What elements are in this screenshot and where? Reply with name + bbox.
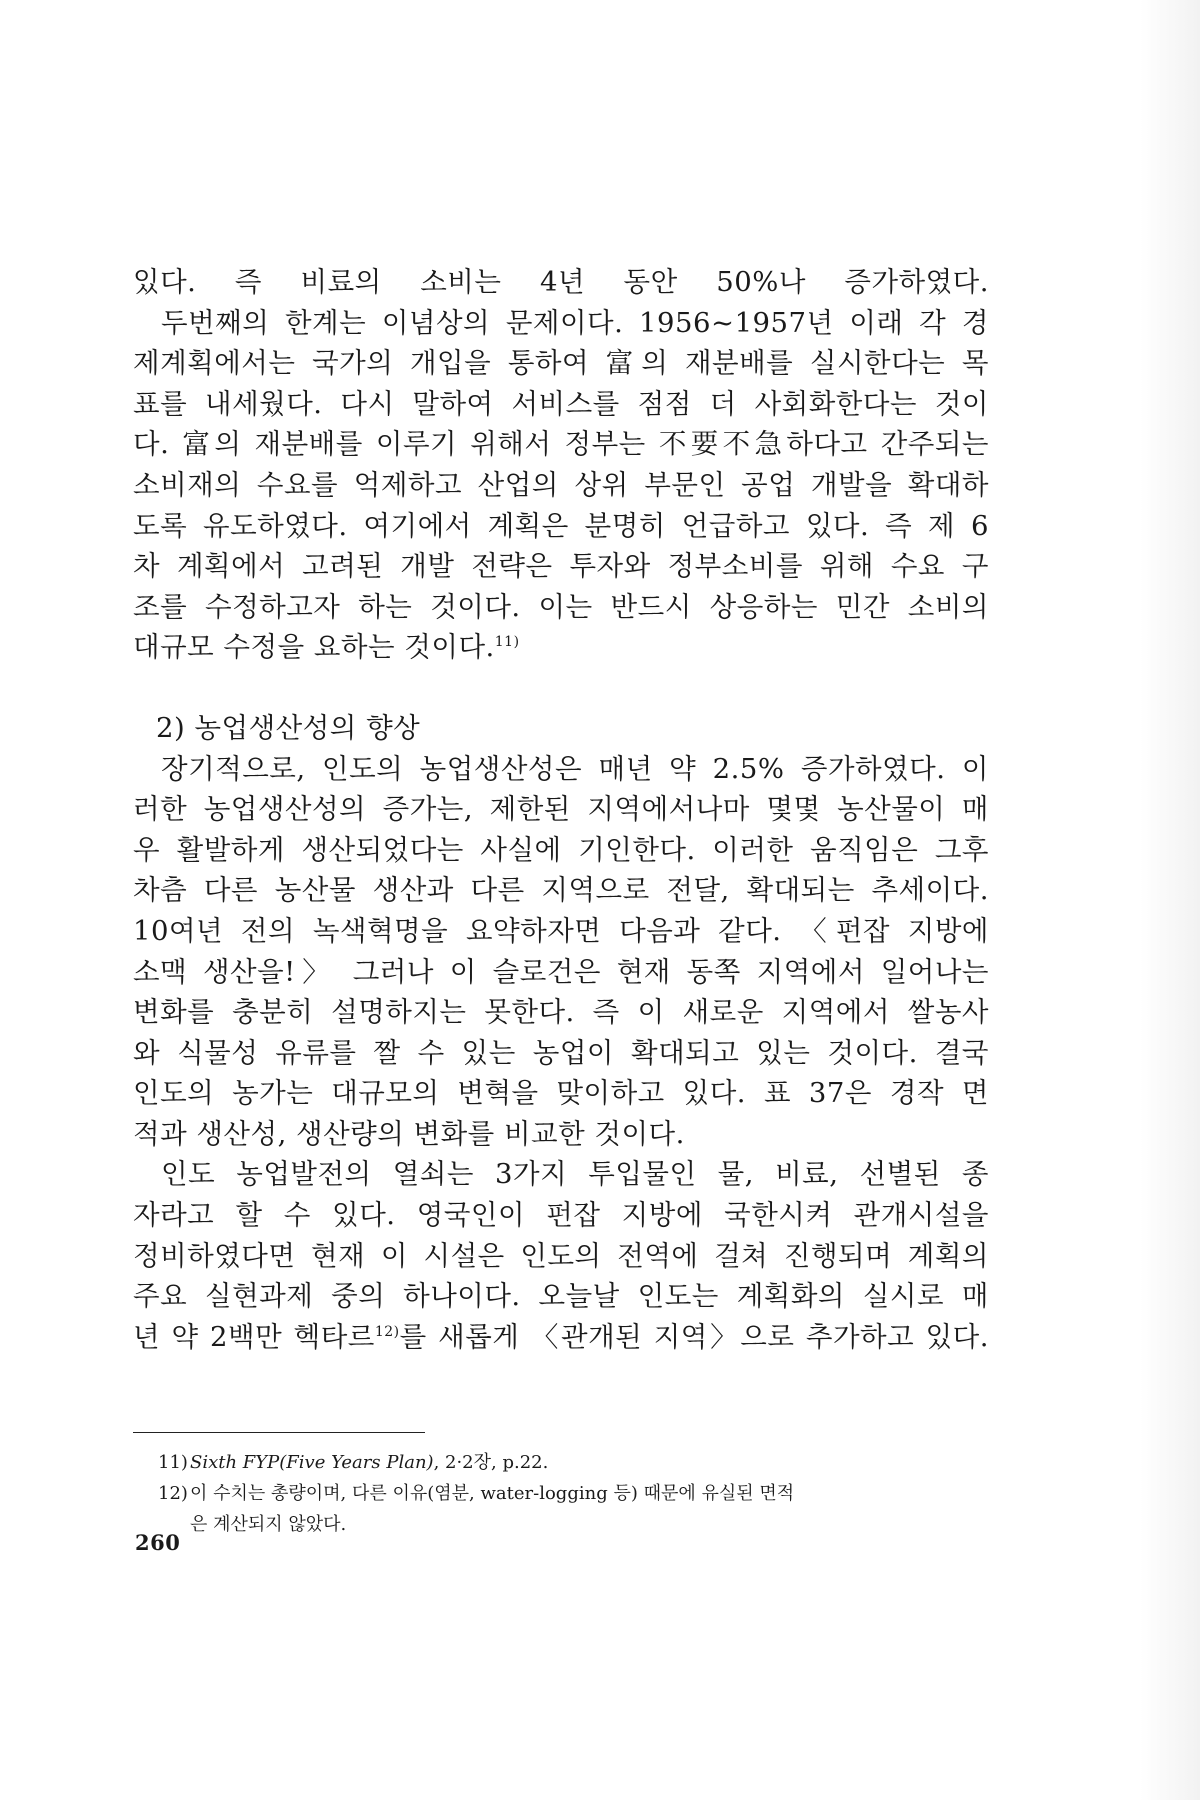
- text-line: 우 활발하게 생산되었다는 사실에 기인한다. 이러한 움직임은 그후: [133, 833, 989, 866]
- footnote-text: 이 수치는 총량이며, 다른 이유(염분, water-logging 등) 때문에 유실된 면적: [190, 1483, 795, 1504]
- text-line: 자라고 할 수 있다. 영국인이 펀잡 지방에 국한시켜 관개시설을: [133, 1199, 989, 1232]
- footnote-text: , 2·2장, p.22.: [433, 1452, 549, 1473]
- text-line: 다. 富의 재분배를 이루기 위해서 정부는 不要不急하다고 간주되는: [133, 428, 989, 461]
- text-line: 인도의 농가는 대규모의 변혁을 맞이하고 있다. 표 37은 경작 면: [133, 1077, 989, 1110]
- page-number: 260: [135, 1530, 181, 1555]
- text-line: 인도 농업발전의 열쇠는 3가지 투입물인 물, 비료, 선별된 종: [161, 1158, 989, 1191]
- footnote-11: [158, 1447, 988, 1478]
- text-line: 정비하였다면 현재 이 시설은 인도의 전역에 걸쳐 진행되며 계획의: [133, 1239, 989, 1272]
- footnote-title: Sixth FYP(Five Years Plan): [190, 1452, 434, 1473]
- page-edge-shadow: [1140, 0, 1200, 1800]
- text-line: 변화를 충분히 설명하지는 못한다. 즉 이 새로운 지역에서 쌀농사: [133, 996, 989, 1029]
- footnotes: [158, 1447, 988, 1540]
- text-segment: 대규모 수정을 요하는 것이다.: [133, 631, 495, 664]
- body-text: [133, 262, 989, 1357]
- text-line: 표를 내세웠다. 다시 말하여 서비스를 점점 더 사회화한다는 것이: [133, 387, 989, 420]
- text-line: 차 계획에서 고려된 개발 전략은 투자와 정부소비를 위해 수요 구: [133, 550, 989, 583]
- text-line: 도록 유도하였다. 여기에서 계획은 분명히 언급하고 있다. 즉 제 6: [133, 509, 989, 542]
- footnote-12: [158, 1478, 988, 1509]
- footnote-number: 11): [158, 1452, 188, 1473]
- text-line: 두번째의 한계는 이념상의 문제이다. 1956~1957년 이래 각 경: [161, 306, 989, 339]
- footnote-ref-12: 12): [374, 1323, 400, 1340]
- text-line: [133, 627, 989, 668]
- text-line: 와 식물성 유류를 짤 수 있는 농업이 확대되고 있는 것이다. 결국: [133, 1036, 989, 1069]
- footnote-divider: [133, 1432, 425, 1433]
- footnote-ref-11: 11): [494, 634, 520, 651]
- text-line: 제계획에서는 국가의 개입을 통하여 富의 재분배를 실시한다는 목: [133, 347, 989, 380]
- text-line: 적과 생산성, 생산량의 변화를 비교한 것이다.: [133, 1117, 685, 1150]
- text-line: 러한 농업생산성의 증가는, 제한된 지역에서나마 몇몇 농산물이 매: [133, 793, 989, 826]
- text-line: 10여년 전의 녹색혁명을 요약하자면 다음과 같다. 〈펀잡 지방에: [133, 914, 989, 947]
- section-heading: 2) 농업생산성의 향상: [156, 711, 421, 744]
- section-gap: [133, 668, 989, 708]
- text-line: [133, 1317, 989, 1358]
- footnote-12-continuation: 은 계산되지 않았다.: [190, 1514, 347, 1535]
- text-line: 소맥 생산을!〉 그러나 이 슬로건은 현재 동쪽 지역에서 일어나는: [133, 955, 989, 988]
- text-line: 주요 실현과제 중의 하나이다. 오늘날 인도는 계획화의 실시로 매: [133, 1280, 989, 1313]
- text-segment: 년 약 2백만 헥타르: [133, 1320, 375, 1353]
- text-line: 있다. 즉 비료의 소비는 4년 동안 50%나 증가하였다.: [133, 266, 989, 298]
- text-line: 소비재의 수요를 억제하고 산업의 상위 부문인 공업 개발을 확대하: [133, 468, 989, 501]
- footnote-number: 12): [158, 1483, 188, 1504]
- text-line: 차츰 다른 농산물 생산과 다른 지역으로 전달, 확대되는 추세이다.: [133, 874, 989, 907]
- text-line: 장기적으로, 인도의 농업생산성은 매년 약 2.5% 증가하였다. 이: [161, 752, 989, 785]
- text-segment: 를 새롭게 〈관개된 지역〉으로 추가하고 있다.: [399, 1320, 989, 1353]
- text-line: 조를 수정하고자 하는 것이다. 이는 반드시 상응하는 민간 소비의: [133, 590, 989, 623]
